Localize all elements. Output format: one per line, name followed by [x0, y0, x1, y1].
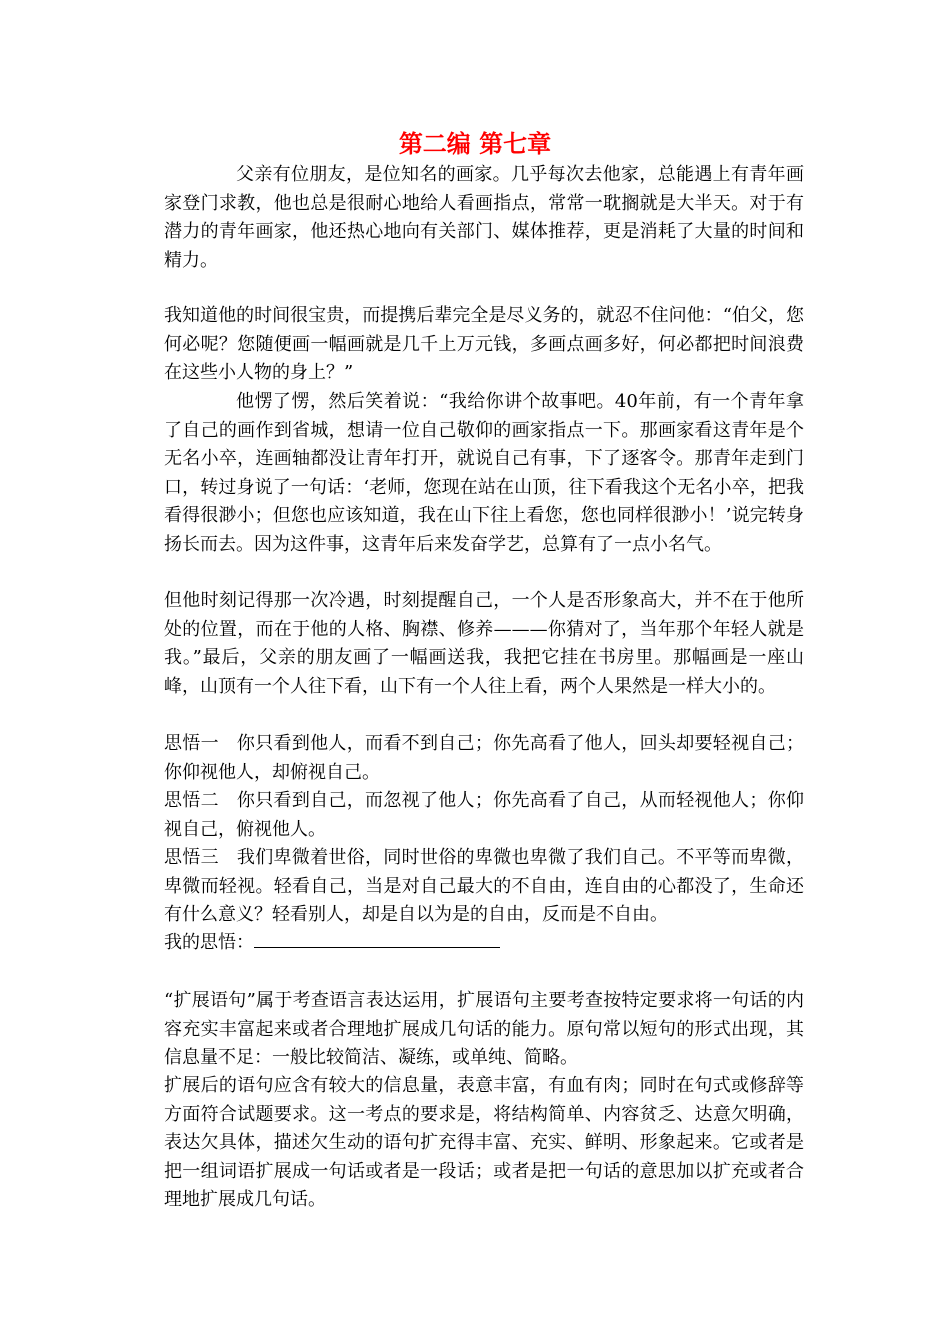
explain-paragraph-2: 扩展后的语句应含有较大的信息量，表意丰富，有血有肉；同时在句式或修辞等方面符合试题要求。这一考点的要求是，将结构简单、内容贫乏、达意欠明确，表达欠具体，描述欠生动的语句扩充得丰富、充实、鲜明、形象起来。它或者是把一组词语扩展成一句话或者是一段话；或者是把一句话的意思加以扩充或者合理地扩展成几句话。	[164, 1075, 804, 1210]
thought-1	[164, 730, 804, 787]
thought-label: 思悟一	[164, 733, 219, 754]
page-title: 第二编 第七章	[398, 130, 552, 158]
thought-text: 你只看到自己，而忽视了他人；你先高看了自己，从而轻视他人；你仰视自己，俯视他人。	[164, 790, 805, 840]
thought-label: 思悟二	[164, 790, 219, 811]
story-paragraph-3: 他愣了愣，然后笑着说：“我给你讲个故事吧。40年前，有一个青年拿了自己的画作到省城，想请一位自己敬仰的画家指点一下。那画家看这青年是个无名小卒，连画轴都没让青年打开，就说自己有事，下了逐客令。那青年走到门口，转过身说了一句话：‘老师，您现在站在山顶，往下看我这个无名小卒，把我看得很渺小；但您也应该知道，我在山下往上看您，您也同样很渺小！’说完转身扬长而去。因为这件事，这青年后来发奋学艺，总算有了一点小名气。	[164, 391, 804, 555]
explain-paragraph-1: “扩展语句”属于考查语言表达运用，扩展语句主要考查按特定要求将一句话的内容充实丰富起来或者合理地扩展成几句话的能力。原句常以短句的形式出现，其信息量不足：一般比较简洁、凝练，或单纯、简略。	[164, 990, 804, 1068]
thought-label: 思悟三	[164, 847, 219, 868]
story-paragraph-4: 但他时刻记得那一次冷遇，时刻提醒自己，一个人是否形象高大，并不在于他所处的位置，而在于他的人格、胸襟、修养———你猜对了，当年那个年轻人就是我。”最后，父亲的朋友画了一幅画送我，我把它挂在书房里。那幅画是一座山峰，山顶有一个人往下看，山下有一个人往上看，两个人果然是一样大小的。	[164, 590, 804, 697]
thought-text: 我们卑微着世俗，同时世俗的卑微也卑微了我们自己。不平等而卑微，卑微而轻视。轻看自己，当是对自己最大的不自由，连自由的心都没了，生命还有什么意义？轻看别人，却是自以为是的自由，反而是不自由。	[164, 847, 805, 925]
my-thought-label: 我的思悟：	[164, 932, 254, 953]
story-paragraph-1: 父亲有位朋友，是位知名的画家。几乎每次去他家，总能遇上有青年画家登门求教，他也总是很耐心地给人看画指点，常常一耽搁就是大半天。对于有潜力的青年画家，他还热心地向有关部门、媒体推荐，更是消耗了大量的时间和精力。	[164, 164, 804, 271]
thought-2	[164, 787, 804, 844]
thought-3	[164, 844, 804, 930]
my-thought-blank[interactable]	[254, 929, 500, 948]
my-thought-line	[164, 929, 804, 958]
thought-text: 你只看到他人，而看不到自己；你先高看了他人，回头却要轻视自己；你仰视他人，却俯视自己。	[164, 733, 805, 783]
story-paragraph-2: 我知道他的时间很宝贵，而提携后辈完全是尽义务的，就忍不住问他：“伯父，您何必呢？您随便画一幅画就是几千上万元钱，多画点画多好，何必都把时间浪费在这些小人物的身上？”	[164, 305, 804, 383]
